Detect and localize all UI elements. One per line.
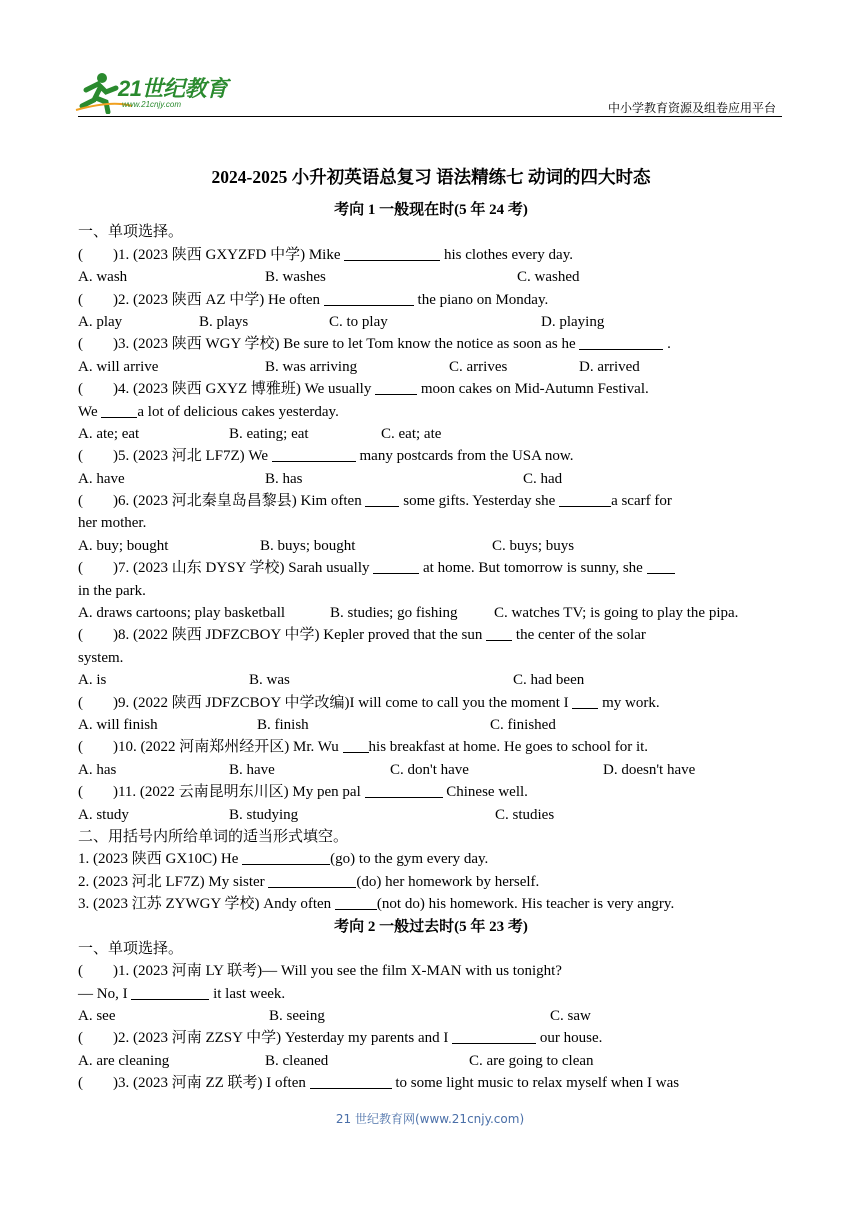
fill-question-2: 2. (2023 河北 LF7Z) My sister (do) her homework by herself.	[78, 871, 784, 893]
page-header	[0, 0, 860, 120]
part-heading: 一、单项选择。	[78, 224, 184, 241]
question-10: ( )10. (2022 河南郑州经开区) Mr. Wu his breakfast at home. He goes to school for it.	[78, 736, 784, 758]
question-2-1: ( )1. (2023 河南 LY 联考)— Will you see the film X-MAN with us tonight?	[78, 963, 562, 980]
question-5: ( )5. (2023 河北 LF7Z) We many postcards from the USA now.	[78, 445, 784, 467]
options-2: A. play B. plays C. to play D. playing	[78, 313, 605, 330]
options-6: A. buy; bought B. buys; bought C. buys; buys	[78, 537, 575, 554]
options-4: A. ate; eat B. eating; eat C. eat; ate	[78, 425, 442, 442]
question-8-cont: system.	[78, 649, 124, 666]
question-9: ( )9. (2022 陕西 JDFZCBOY 中学改编)I will come to call you the moment I my work.	[78, 692, 784, 714]
logo-text: 21世纪教育	[118, 76, 228, 101]
worksheet-content	[78, 165, 784, 1095]
question-8: ( )8. (2022 陕西 JDFZCBOY 中学) Kepler proved that the sun the center of the solar	[78, 624, 784, 646]
section-heading-2: 考向 2 一般过去时(5 年 23 考)	[334, 918, 528, 935]
part-heading: 一、单项选择。	[78, 940, 184, 957]
options-2-1: A. see B. seeing C. saw	[78, 1008, 591, 1025]
options-10: A. has B. have C. don't have D. doesn't have	[78, 761, 696, 778]
page-footer: 21 世纪教育网(www.21cnjy.com)	[335, 1112, 525, 1126]
question-2: ( )2. (2023 陕西 AZ 中学) He often the piano on Monday.	[78, 289, 784, 311]
options-7: A. draws cartoons; play basketball B. studies; go fishing C. watches TV; is going to play the pipa.	[78, 605, 739, 622]
header-divider	[78, 116, 782, 117]
options-5: A. have B. has C. had	[78, 470, 563, 487]
question-2-1-cont: — No, I it last week.	[78, 983, 784, 1005]
options-1: A. wash B. washes C. washed	[78, 269, 580, 286]
question-6: ( )6. (2023 河北秦皇岛昌黎县) Kim often some gifts. Yesterday she a scarf for	[78, 490, 784, 512]
options-9: A. will finish B. finish C. finished	[78, 716, 556, 733]
question-2-2: ( )2. (2023 河南 ZZSY 中学) Yesterday my parents and I our house.	[78, 1027, 784, 1049]
question-2-3: ( )3. (2023 河南 ZZ 联考) I often to some light music to relax myself when I was	[78, 1072, 784, 1094]
platform-name: 中小学教育资源及组卷应用平台	[607, 101, 776, 115]
question-4: ( )4. (2023 陕西 GXYZ 博雅班) We usually moon cakes on Mid-Autumn Festival.	[78, 378, 784, 400]
question-6-cont: her mother.	[78, 515, 147, 532]
question-4-cont: We a lot of delicious cakes yesterday.	[78, 401, 784, 423]
question-1: ( )1. (2023 陕西 GXYZFD 中学) Mike his clothes every day.	[78, 244, 784, 266]
logo-url: www.21cnjy.com	[122, 100, 181, 109]
question-7: ( )7. (2023 山东 DYSY 学校) Sarah usually at home. But tomorrow is sunny, she	[78, 557, 784, 579]
section-heading-1: 考向 1 一般现在时(5 年 24 考)	[334, 202, 528, 218]
part-heading: 二、用括号内所给单词的适当形式填空。	[78, 828, 349, 845]
options-3: A. will arrive B. was arriving C. arrives D. arrived	[78, 358, 640, 375]
options-2-2: A. are cleaning B. cleaned C. are going to clean	[78, 1052, 594, 1069]
options-11: A. study B. studying C. studies	[78, 806, 555, 823]
question-7-cont: in the park.	[78, 582, 146, 599]
fill-question-1: 1. (2023 陕西 GX10C) He (go) to the gym every day.	[78, 848, 784, 870]
question-11: ( )11. (2022 云南昆明东川区) My pen pal Chinese well.	[78, 781, 784, 803]
options-8: A. is B. was C. had been	[78, 672, 585, 689]
worksheet-title: 2024-2025 小升初英语总复习 语法精练七 动词的四大时态	[211, 167, 651, 187]
fill-question-3: 3. (2023 江苏 ZYWGY 学校) Andy often (not do) his homework. His teacher is very angry.	[78, 893, 784, 915]
question-3: ( )3. (2023 陕西 WGY 学校) Be sure to let Tom know the notice as soon as he .	[78, 333, 784, 355]
